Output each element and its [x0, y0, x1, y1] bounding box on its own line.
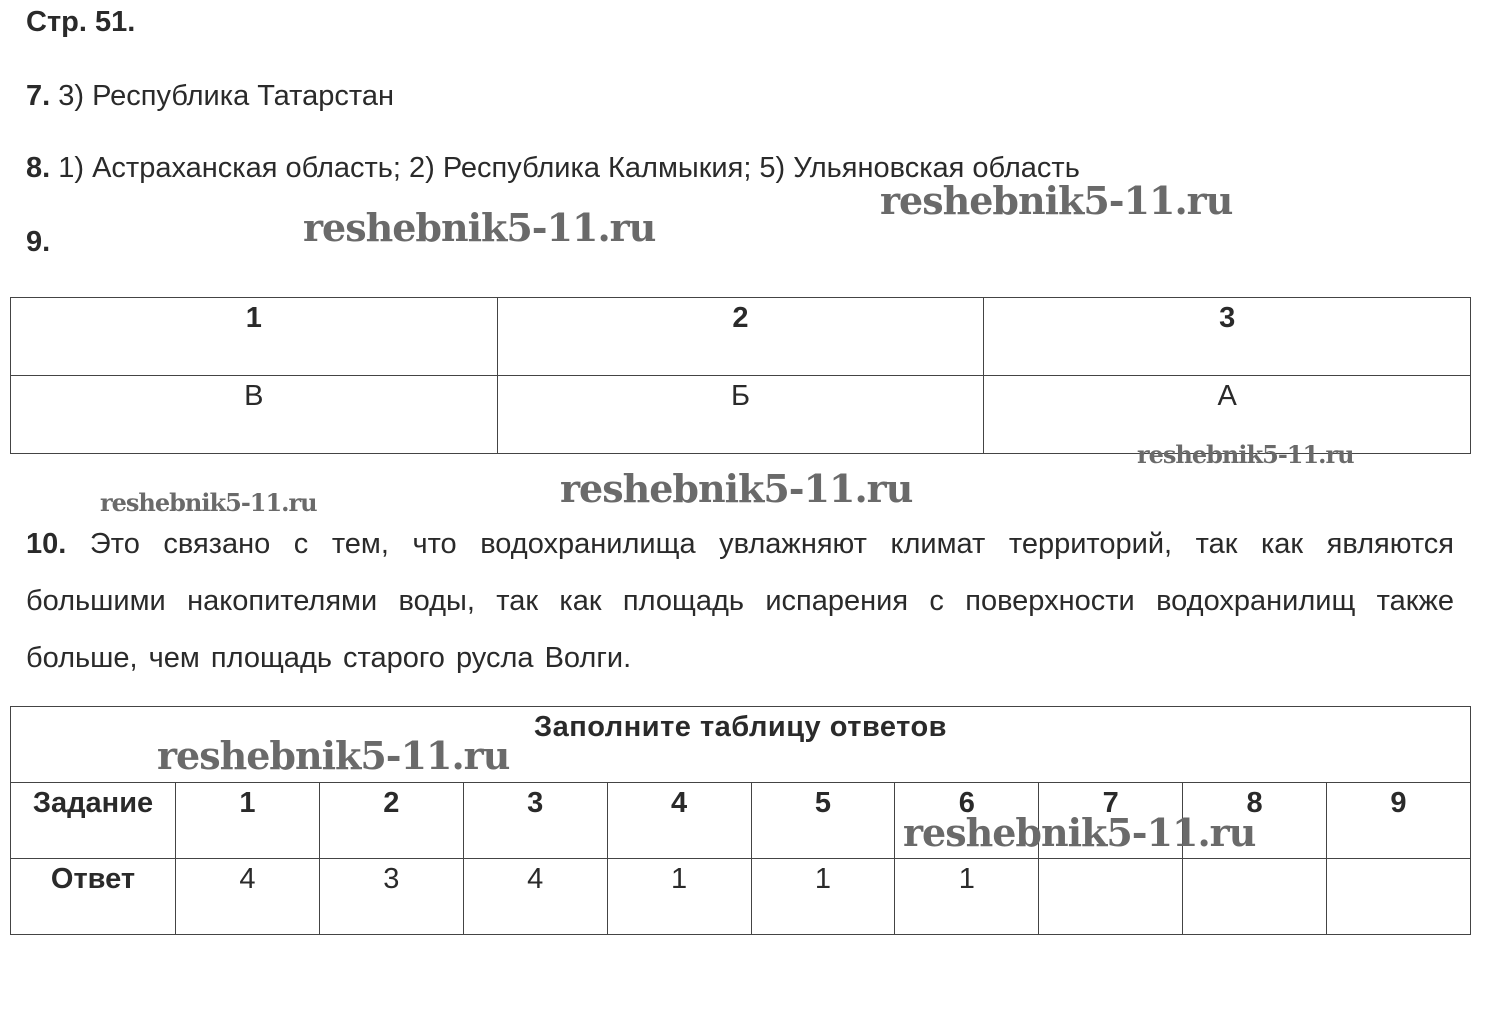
watermark: reshebnik5-11.ru — [903, 810, 1256, 855]
table-cell: 2 — [319, 783, 463, 859]
table-cell: Б — [497, 376, 984, 454]
table-cell: 7 — [1039, 783, 1183, 859]
watermark: reshebnik5-11.ru — [880, 178, 1233, 223]
table-cell: 6 — [895, 783, 1039, 859]
watermark: reshebnik5-11.ru — [1137, 440, 1354, 469]
table-cell: 2 — [497, 298, 984, 376]
answer-9 — [26, 226, 50, 259]
answer-8-number: 8. — [26, 152, 51, 184]
task-row-label: Задание — [11, 783, 176, 859]
answer-row-label: Ответ — [11, 859, 176, 935]
answer-8-text: 1) Астраханская область; 2) Республика Калмыкия; 5) Ульяновская область — [58, 152, 1080, 184]
table-cell: 4 — [176, 859, 320, 935]
watermark: reshebnik5-11.ru — [303, 205, 656, 250]
page-title: Стр. 51. — [26, 6, 136, 38]
table-row — [11, 298, 1471, 376]
table-cell — [1039, 859, 1183, 935]
answer-7-number: 7. — [26, 80, 51, 112]
answer-table-title: Заполните таблицу ответов — [11, 707, 1471, 783]
table-cell: 1 — [751, 859, 895, 935]
watermark: reshebnik5-11.ru — [560, 466, 913, 511]
answer-10-number: 10. — [26, 528, 67, 560]
table-cell: 1 — [895, 859, 1039, 935]
table-row — [11, 859, 1471, 935]
answer-9-number: 9. — [26, 226, 51, 258]
table-cell: 8 — [1183, 783, 1327, 859]
table-cell: А — [984, 376, 1471, 454]
table-cell: В — [11, 376, 498, 454]
table-cell: 9 — [1327, 783, 1471, 859]
table-cell: 4 — [607, 783, 751, 859]
watermark: reshebnik5-11.ru — [100, 488, 317, 517]
watermark: reshebnik5-11.ru — [157, 733, 510, 778]
answer-7-text: 3) Республика Татарстан — [58, 80, 394, 112]
answer-9-table — [10, 297, 1471, 454]
table-cell: 3 — [463, 783, 607, 859]
table-cell — [1327, 859, 1471, 935]
table-cell: 3 — [984, 298, 1471, 376]
table-cell: 4 — [463, 859, 607, 935]
answer-10 — [26, 516, 1454, 687]
table-cell: 5 — [751, 783, 895, 859]
answer-7 — [26, 80, 394, 113]
table-cell: 1 — [11, 298, 498, 376]
table-cell: 1 — [176, 783, 320, 859]
answer-10-text: Это связано с тем, что водохранилища увлажняют климат территорий, так как являются большими накопителями воды, так как площадь испарения с поверхности водохранилищ также больше, чем площадь старого русла Волги. — [26, 528, 1454, 674]
table-cell: 3 — [319, 859, 463, 935]
table-cell: 1 — [607, 859, 751, 935]
table-cell — [1183, 859, 1327, 935]
